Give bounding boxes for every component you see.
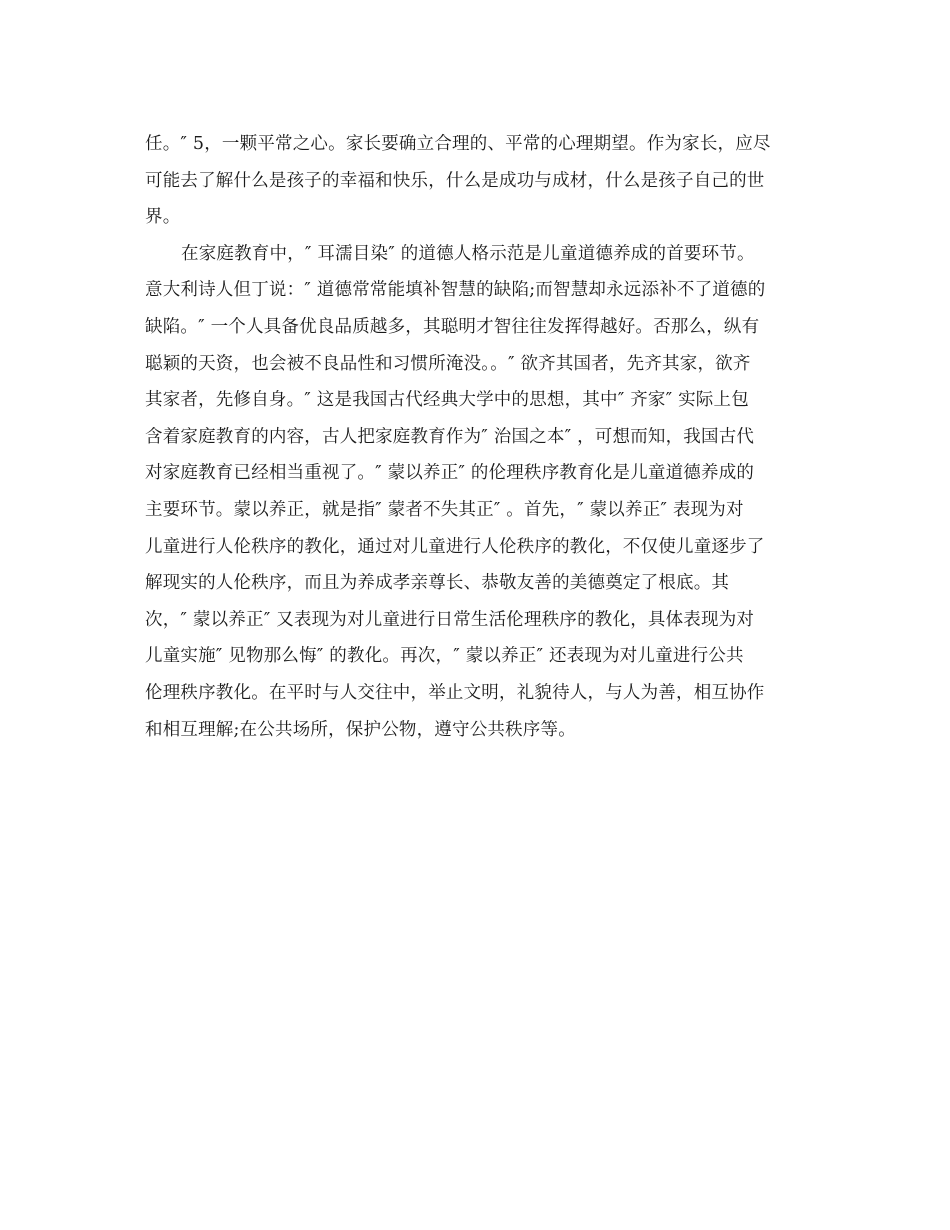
paragraph-2 [145, 236, 810, 748]
text-line: 次，″ 蒙以养正″ 又表现为对儿童进行日常生活伦理秩序的教化，具体表现为对 [145, 609, 755, 630]
text-line: 主要环节。蒙以养正，就是指″ 蒙者不失其正″ 。首先，″ 蒙以养正″ 表现为对 [145, 499, 744, 520]
text-line: 其家者，先修自身。″ 这是我国古代经典大学中的思想，其中″ 齐家″ 实际上包 [145, 390, 749, 411]
paragraph-1 [145, 126, 810, 236]
text-line: 聪颖的天资，也会被不良品性和习惯所淹没。。″ 欲齐其国者，先齐其家，欲齐 [145, 353, 751, 374]
body-text [145, 126, 810, 748]
text-line: 对家庭教育已经相当重视了。″ 蒙以养正″ 的伦理秩序教育化是儿童道德养成的 [145, 463, 755, 484]
text-line: 可能去了解什么是孩子的幸福和快乐，什么是成功与成材，什么是孩子自己的世 [145, 170, 765, 191]
text-line: 意大利诗人但丁说：″ 道德常常能填补智慧的缺陷;而智慧却永远添补不了道德的 [145, 280, 766, 301]
text-line: 任。″ 5，一颗平常之心。家长要确立合理的、平常的心理期望。作为家长，应尽 [145, 134, 771, 154]
text-line: 解现实的人伦秩序，而且为养成孝亲尊长、恭敬友善的美德奠定了根底。其 [145, 573, 730, 594]
text-line: 缺陷。″ 一个人具备优良品质越多，其聪明才智往往发挥得越好。否那么，纵有 [145, 316, 760, 337]
text-line: 界。 [145, 207, 181, 228]
text-line: 和相互理解;在公共场所，保护公物，遵守公共秩序等。 [145, 719, 576, 740]
text-line: 在家庭教育中，″ 耳濡目染″ 的道德人格示范是儿童道德养成的首要环节。 [181, 243, 755, 264]
text-line: 儿童进行人伦秩序的教化，通过对儿童进行人伦秩序的教化，不仅使儿童逐步了 [145, 536, 765, 557]
text-line: 伦理秩序教化。在平时与人交往中，举止文明，礼貌待人，与人为善，相互协作 [145, 682, 765, 703]
text-line: 含着家庭教育的内容，古人把家庭教育作为″ 治国之本″ ，可想而知，我国古代 [145, 426, 755, 447]
text-line: 儿童实施″ 见物那么悔″ 的教化。再次，″ 蒙以养正″ 还表现为对儿童进行公共 [145, 646, 744, 667]
